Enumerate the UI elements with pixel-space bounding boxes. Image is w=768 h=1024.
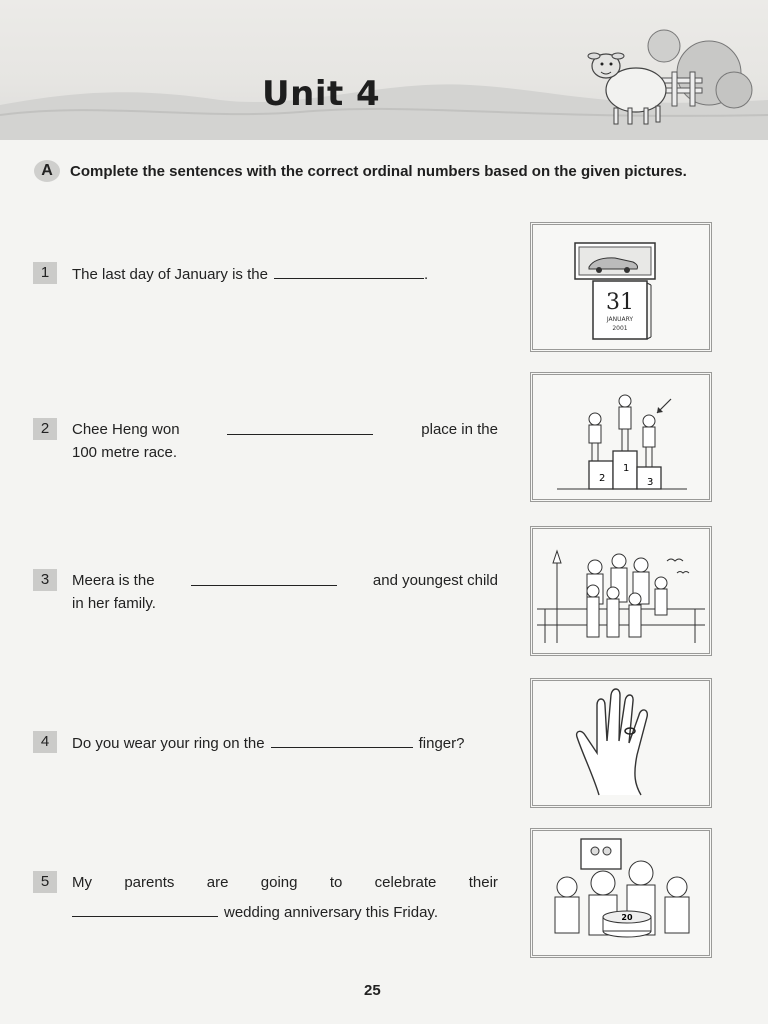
family-picture-frame <box>530 526 712 656</box>
question-3 <box>72 569 498 615</box>
question-5-line-1 <box>72 871 498 894</box>
calendar-illustration <box>537 229 705 345</box>
calendar-picture-frame <box>530 222 712 352</box>
question-2-text-before: Chee Heng won <box>72 421 180 438</box>
family-illustration <box>537 533 705 649</box>
question-number-3: 3 <box>33 569 57 591</box>
question-5-line-2 <box>72 900 498 924</box>
question-2 <box>72 418 498 464</box>
question-number-4: 4 <box>33 731 57 753</box>
question-2-line-1 <box>72 418 498 441</box>
question-1-answer-blank[interactable] <box>274 262 424 279</box>
question-5-word: parents <box>124 874 175 891</box>
sheep-illustration <box>584 28 754 133</box>
hand-picture-frame <box>530 678 712 808</box>
question-5-word: to <box>329 874 343 891</box>
question-4-answer-blank[interactable] <box>271 731 413 748</box>
question-3-text-before: Meera is the <box>72 572 155 589</box>
question-4-text-after: finger? <box>418 735 465 752</box>
question-2-text-after: place in the <box>421 421 498 438</box>
page-number: 25 <box>364 982 381 999</box>
anniversary-picture-frame <box>530 828 712 958</box>
question-5-answer-blank[interactable] <box>72 900 218 917</box>
podium-illustration <box>537 379 705 495</box>
question-5 <box>72 871 498 924</box>
unit-title: Unit 4 <box>262 74 381 114</box>
podium-picture-frame <box>530 372 712 502</box>
cake-number: 20 <box>621 913 633 922</box>
question-4-text-before: Do you wear your ring on the <box>72 735 265 752</box>
question-2-answer-blank[interactable] <box>227 418 373 435</box>
question-number-5: 5 <box>33 871 57 893</box>
podium-label-third: 3 <box>647 477 654 488</box>
question-5-word: their <box>468 874 498 891</box>
question-3-answer-blank[interactable] <box>191 569 337 586</box>
podium-label-first: 1 <box>623 463 630 474</box>
question-5-word: going <box>260 874 298 891</box>
calendar-date: 31 <box>606 290 634 315</box>
calendar-month: JANUARY <box>606 316 634 323</box>
question-5-word: celebrate <box>374 874 437 891</box>
question-5-word: My <box>72 874 92 891</box>
question-3-line-2: in her family. <box>72 595 156 612</box>
question-5-text-after: wedding anniversary this Friday. <box>224 904 438 921</box>
question-4 <box>72 731 464 755</box>
question-number-1: 1 <box>33 262 57 284</box>
question-1-text-before: The last day of January is the <box>72 266 268 283</box>
question-3-line-1 <box>72 569 498 592</box>
podium-label-second: 2 <box>599 473 606 484</box>
question-number-2: 2 <box>33 418 57 440</box>
question-3-text-after: and youngest child <box>372 572 498 589</box>
anniversary-cake-illustration <box>537 835 705 951</box>
section-label-badge: A <box>34 160 60 182</box>
instruction-text: Complete the sentences with the correct ordinal numbers based on the given pictures. <box>70 163 687 180</box>
question-1-text-after: . <box>423 266 429 283</box>
question-1 <box>72 262 428 286</box>
question-2-line-2: 100 metre race. <box>72 444 178 461</box>
question-5-word: are <box>206 874 229 891</box>
hand-ring-illustration <box>537 685 705 801</box>
calendar-year: 2001 <box>612 325 628 332</box>
